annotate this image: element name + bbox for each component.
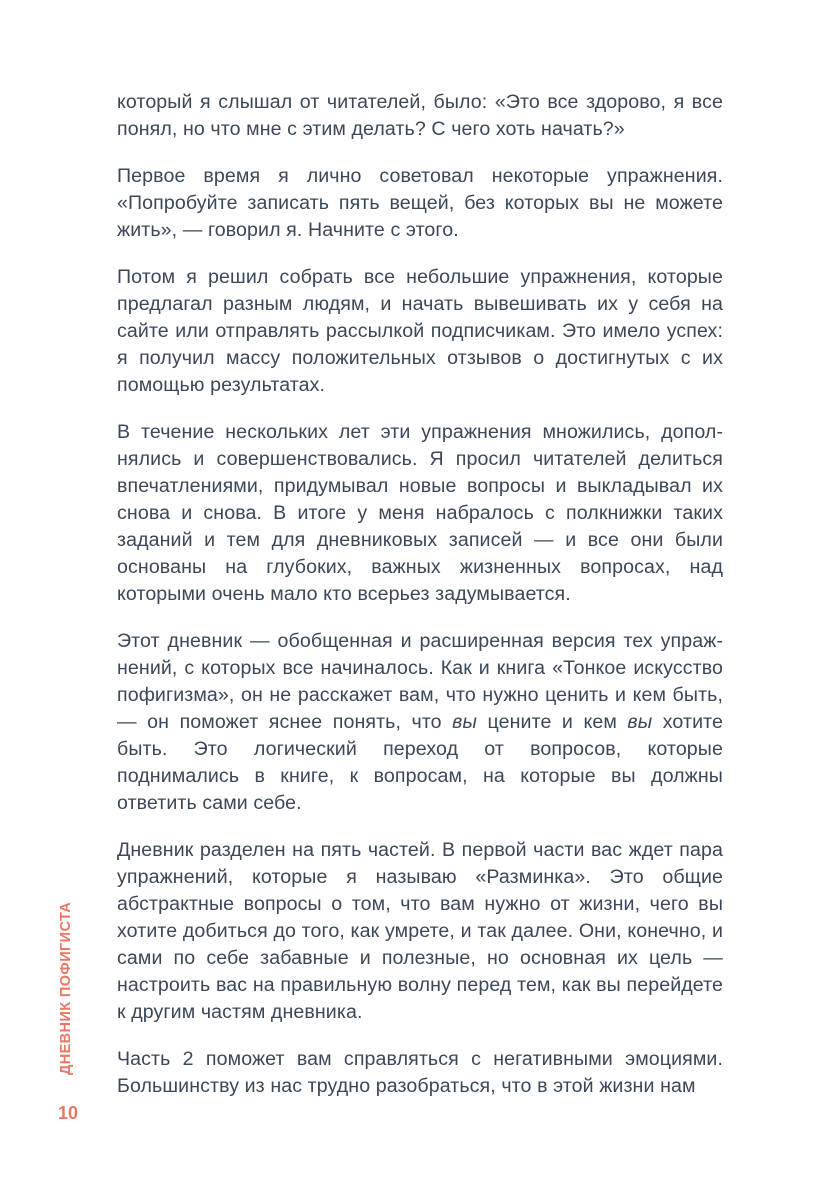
paragraph-3: Потом я решил собрать все небольшие упражнения, которые предлагал разным людям, и начать вывешивать их у себя на сайте или отправлять рассылкой подписчикам. Это имело успех: я получил массу положительных отзывов о достигнутых с их помощью результатах. <box>117 266 723 396</box>
paragraph-2: Первое время я лично советовал некоторые упражнения. «Попробуйте записать пять вещей, без которых вы не можете жить», — говорил я. Начните с этого. <box>117 165 723 241</box>
paragraph-6: Дневник разделен на пять частей. В первой части вас ждет пара упражнений, которые я называю «Разминка». Это общие абстрактные вопросы о том, что вам нужно от жизни, чего вы хотите добиться до того, как умрете, и так далее. Они, конечно, и сами по себе забавные и полезные, но основная их цель — настроить вас на правильную волну перед тем, как вы перейдете к другим частям дневника. <box>117 839 723 1023</box>
paragraph-5-part-3: хотите быть. Это логический переход от вопросов, которые поднимались в книге, к вопросам, на которые вы должны ответить сами себе. <box>117 711 723 814</box>
paragraph-1: который я слышал от читателей, было: «Это все здорово, я все понял, но что мне с этим делать? С чего хоть начать?» <box>117 91 723 140</box>
body-text <box>117 89 723 1100</box>
paragraph-5-part-2: цените и кем <box>477 711 628 733</box>
paragraph-5-emphasis-1: вы <box>452 711 478 733</box>
page-number: 10 <box>58 1103 79 1123</box>
paragraph-4: В течение нескольких лет эти упражнения множились, дополнялись и совершенствовались. Я просил читателей делиться впечатлениями, придумывал новые вопросы и выкладывал их снова и снова. В итоге у меня набралось с полкнижки таких заданий и тем для дневниковых записей — и все они были основаны на глубоких, важных жизненных вопросах, над которыми очень мало кто всерьез задумывается. <box>117 421 723 605</box>
paragraph-5-emphasis-2: вы <box>627 711 653 733</box>
running-title: ДНЕВНИК ПОФИГИСТА <box>58 901 74 1075</box>
paragraph-5 <box>117 628 723 817</box>
paragraph-7: Часть 2 поможет вам справляться с негативными эмоциями. Большинству из нас трудно разобраться, что в этой жизни нам <box>117 1048 723 1097</box>
paragraph-5-part-1: Этот дневник — обобщенная и расширенная версия тех упражнений, с которых все начиналось. Как и книга «Тонкое искусство пофигизма», он не расскажет вам, что нужно ценить и кем быть, — он поможет яснее понять, что <box>117 630 723 733</box>
